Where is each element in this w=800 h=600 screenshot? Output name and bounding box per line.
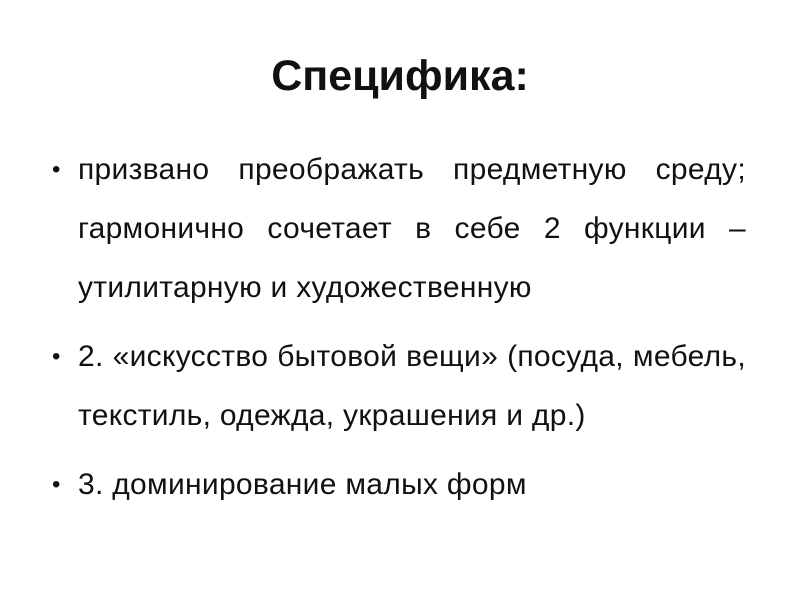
bullet-marker: • (52, 343, 61, 370)
bullet-item (52, 140, 746, 317)
bullet-item (52, 327, 746, 445)
bullet-marker: • (52, 471, 61, 498)
slide-title: Специфика: (271, 52, 529, 100)
bullet-text: призвано преображать предметную среду; гармонично сочетает в себе 2 функции – утилитарную и художественную (78, 153, 746, 304)
bullet-text: 2. «искусство бытовой вещи» (посуда, мебель, текстиль, одежда, украшения и др.) (78, 340, 746, 432)
bullet-marker: • (52, 156, 61, 183)
bullet-list (52, 140, 746, 524)
bullet-item (52, 455, 746, 514)
bullet-text: 3. доминирование малых форм (78, 468, 527, 501)
